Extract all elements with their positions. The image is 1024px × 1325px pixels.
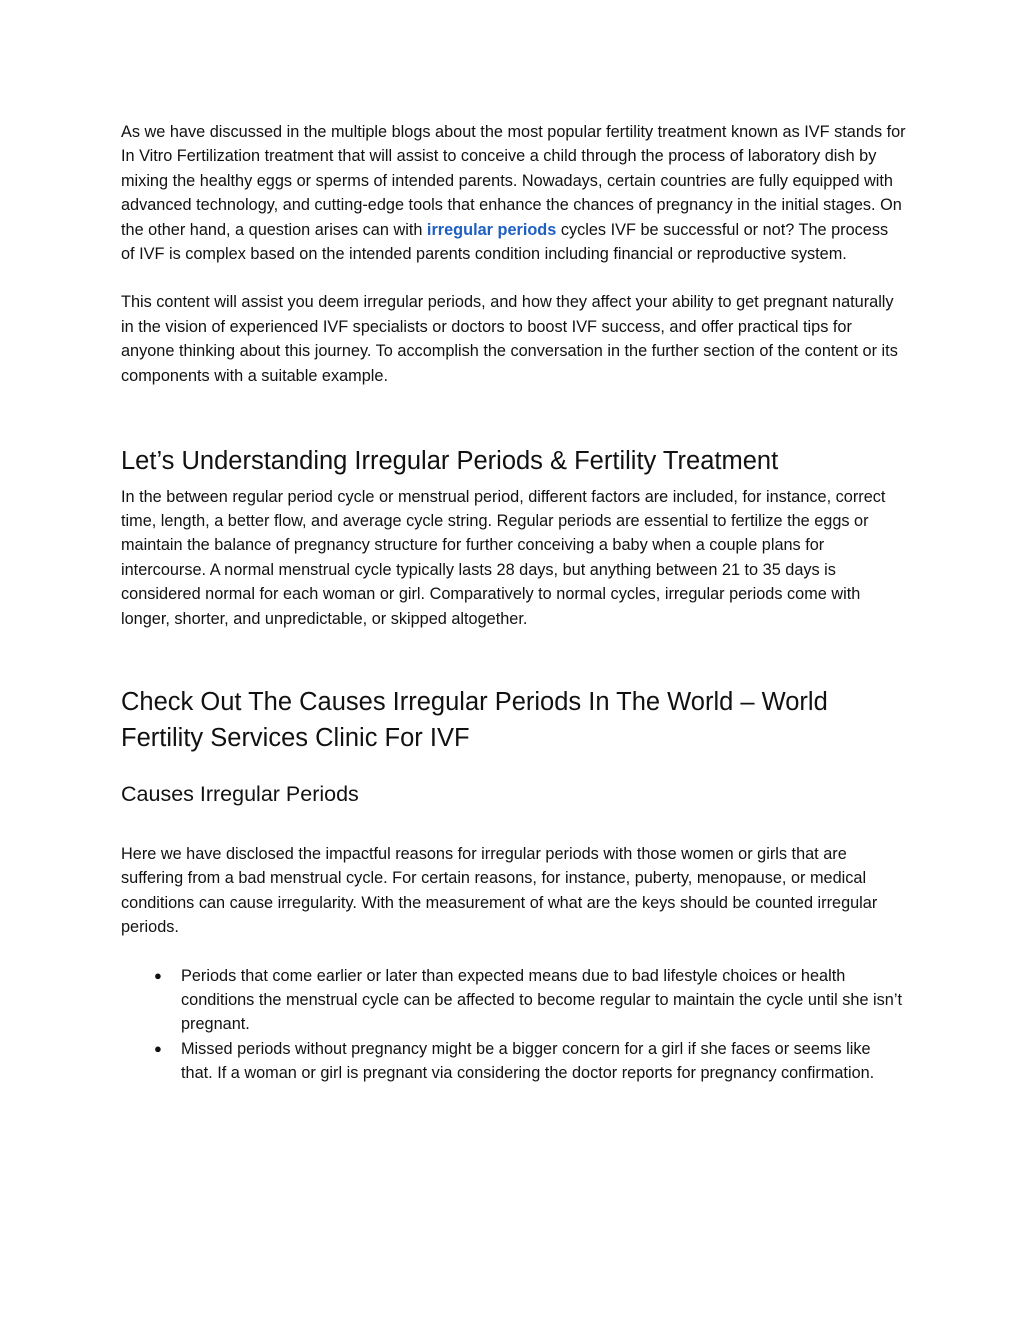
content-paragraph: This content will assist you deem irregular periods, and how they affect your ability to get pregnant naturally in the vision of experienced IVF specialists or doctors to boost IVF success, and offer practical tips for anyone thinking about this journey. To accomplish the conversation in the further section of the content or its components with a suitable example. <box>121 293 898 385</box>
intro-text-end: cycles IVF be successful or not? The process of IVF is complex based on the intended parents condition including financial or reproductive system. <box>121 220 889 264</box>
causes-paragraph: Here we have disclosed the impactful reasons for irregular periods with those women or girls that are suffering from a bad menstrual cycle. For certain reasons, for instance, puberty, menopause, or medical conditions can cause irregularity. With the measurement of what are the keys should be counted irregular periods. <box>121 845 878 937</box>
bullet-icon: ● <box>154 1040 162 1056</box>
document-page <box>121 120 906 1086</box>
list-item <box>121 964 906 1037</box>
bullet-icon: ● <box>154 967 162 983</box>
list-item <box>121 1037 906 1086</box>
causes-bullet-list <box>121 964 906 1086</box>
intro-paragraph <box>121 120 906 266</box>
causes-heading: Check Out The Causes Irregular Periods In The World – World Fertility Services Clinic For IVF <box>121 688 828 752</box>
list-item-text: Periods that come earlier or later than expected means due to bad lifestyle choices or health conditions the menstrual cycle can be affected to become regular to maintain the cycle until she isn’t pregnant. <box>181 966 902 1034</box>
list-item-text: Missed periods without pregnancy might be a bigger concern for a girl if she faces or seems like that. If a woman or girl is pregnant via considering the doctor reports for pregnancy confirmation. <box>181 1039 875 1083</box>
intro-text-start: As we have discussed in the multiple blogs about the most popular fertility treatment known as IVF stands for In Vitro Fertilization treatment that will assist to conceive a child through the process of laboratory dish by mixing the healthy eggs or sperms of intended parents. Nowadays, certain countries are fully equipped with advanced technology, and cutting-edge tools that enhance the chances of pregnancy in the initial stages. On the other hand, a question arises can with <box>121 123 906 239</box>
causes-subheading: Causes Irregular Periods <box>121 782 359 806</box>
irregular-periods-link[interactable]: irregular periods <box>426 220 557 239</box>
understanding-heading: Let’s Understanding Irregular Periods & Fertility Treatment <box>121 447 779 476</box>
understanding-paragraph: In the between regular period cycle or menstrual period, different factors are included, for instance, correct time, length, a better flow, and average cycle string. Regular periods are essential to fertilize the eggs or maintain the balance of pregnancy structure for further conceiving a baby when a couple plans for intercourse. A normal menstrual cycle typically lasts 28 days, but anything between 21 to 35 days is considered normal for each woman or girl. Comparatively to normal cycles, irregular periods come with longer, shorter, and unpredictable, or skipped altogether. <box>121 487 886 628</box>
